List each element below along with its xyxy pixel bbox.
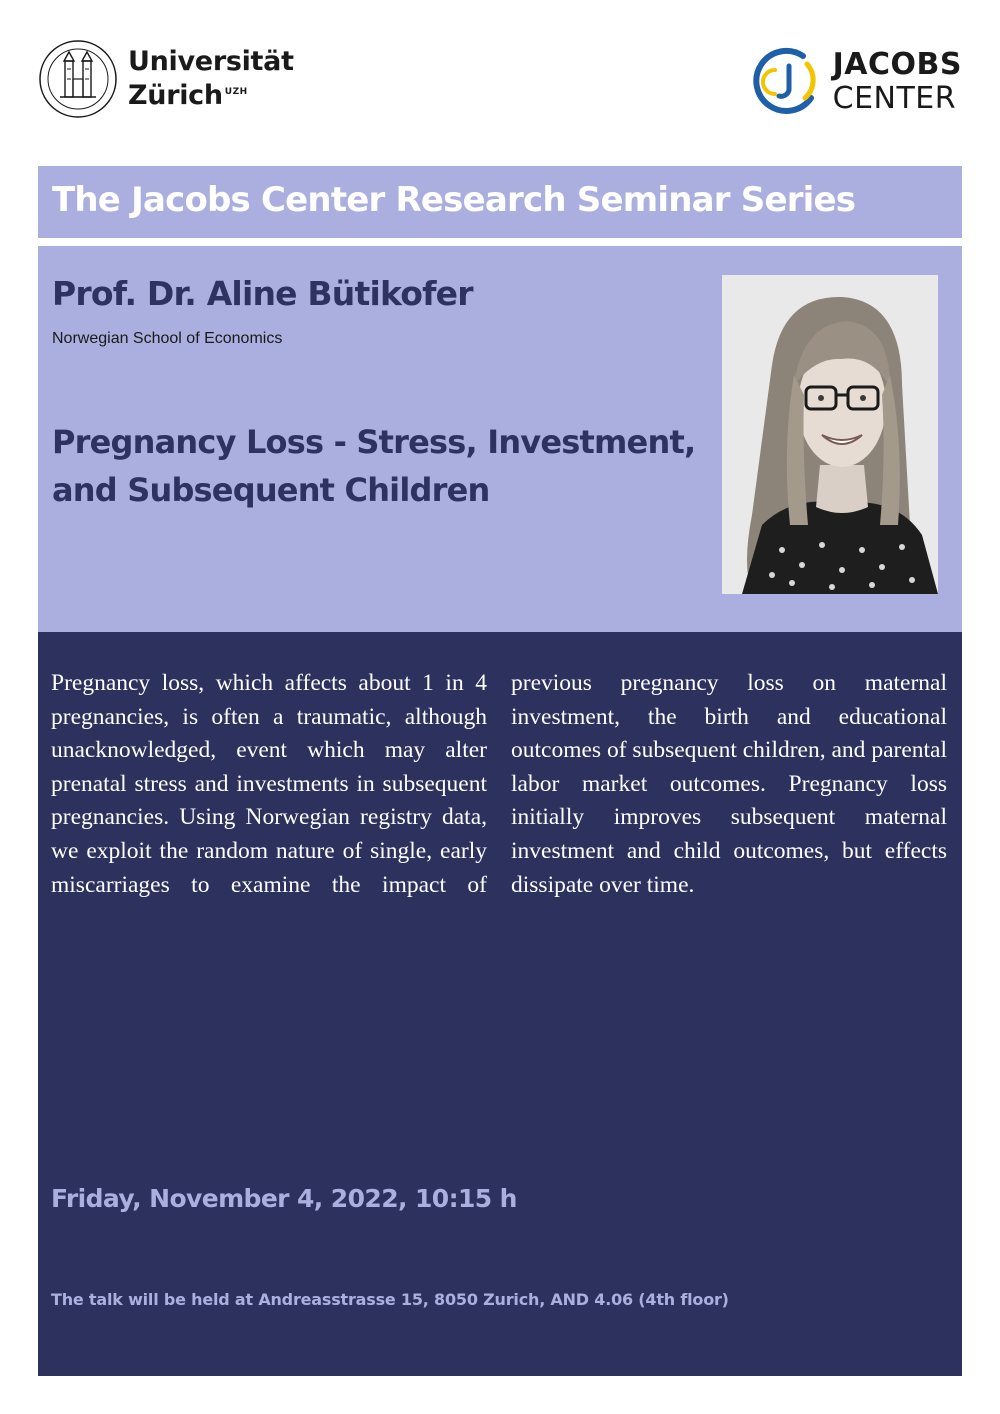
jacobs-center-mark-icon (745, 42, 825, 122)
series-banner (38, 166, 962, 238)
uzh-name-line2-text: Zürich (128, 80, 223, 111)
talk-abstract: Pregnancy loss, which affects about 1 in 4 pregnancies, is often a traumatic, although unacknowledged, event which may alter prenatal stress and investments in subsequent pregnancies. Using Norwegian registry data, we exploit the random nature of single, early miscarriages to examine the impact of previous pregnancy loss on maternal investment, the birth and educational outcomes of subsequent children, and parental labor market outcomes. Pregnancy loss initially improves subsequent maternal investment and child outcomes, but effects dissipate over time. (51, 670, 947, 898)
event-date: Friday, November 4, 2022, 10:15 h (51, 1184, 517, 1213)
uzh-seal-icon (38, 39, 118, 119)
uzh-name-line1: Universität (128, 46, 294, 77)
jacobs-center-logo (745, 42, 962, 122)
talk-title: Pregnancy Loss - Stress, Investment, and Subsequent Children (52, 423, 696, 509)
portrait-photo-icon (722, 275, 938, 594)
uzh-wordmark (128, 47, 294, 111)
uzh-superscript: UZH (224, 87, 248, 97)
jacobs-line1: JACOBS (832, 47, 962, 82)
uzh-name-line2 (128, 77, 294, 111)
series-title: The Jacobs Center Research Seminar Series (52, 180, 856, 220)
speaker-panel (38, 246, 962, 632)
speaker-affiliation: Norwegian School of Economics (52, 330, 283, 347)
abstract-panel (38, 632, 962, 1376)
event-location: The talk will be held at Andreasstrasse 15, 8050 Zurich, AND 4.06 (4th floor) (51, 1290, 729, 1309)
uzh-logo (38, 38, 294, 120)
jacobs-center-wordmark (833, 48, 962, 116)
speaker-portrait (722, 275, 938, 594)
speaker-name: Prof. Dr. Aline Bütikofer (52, 274, 473, 313)
jacobs-line2: CENTER (832, 81, 957, 116)
